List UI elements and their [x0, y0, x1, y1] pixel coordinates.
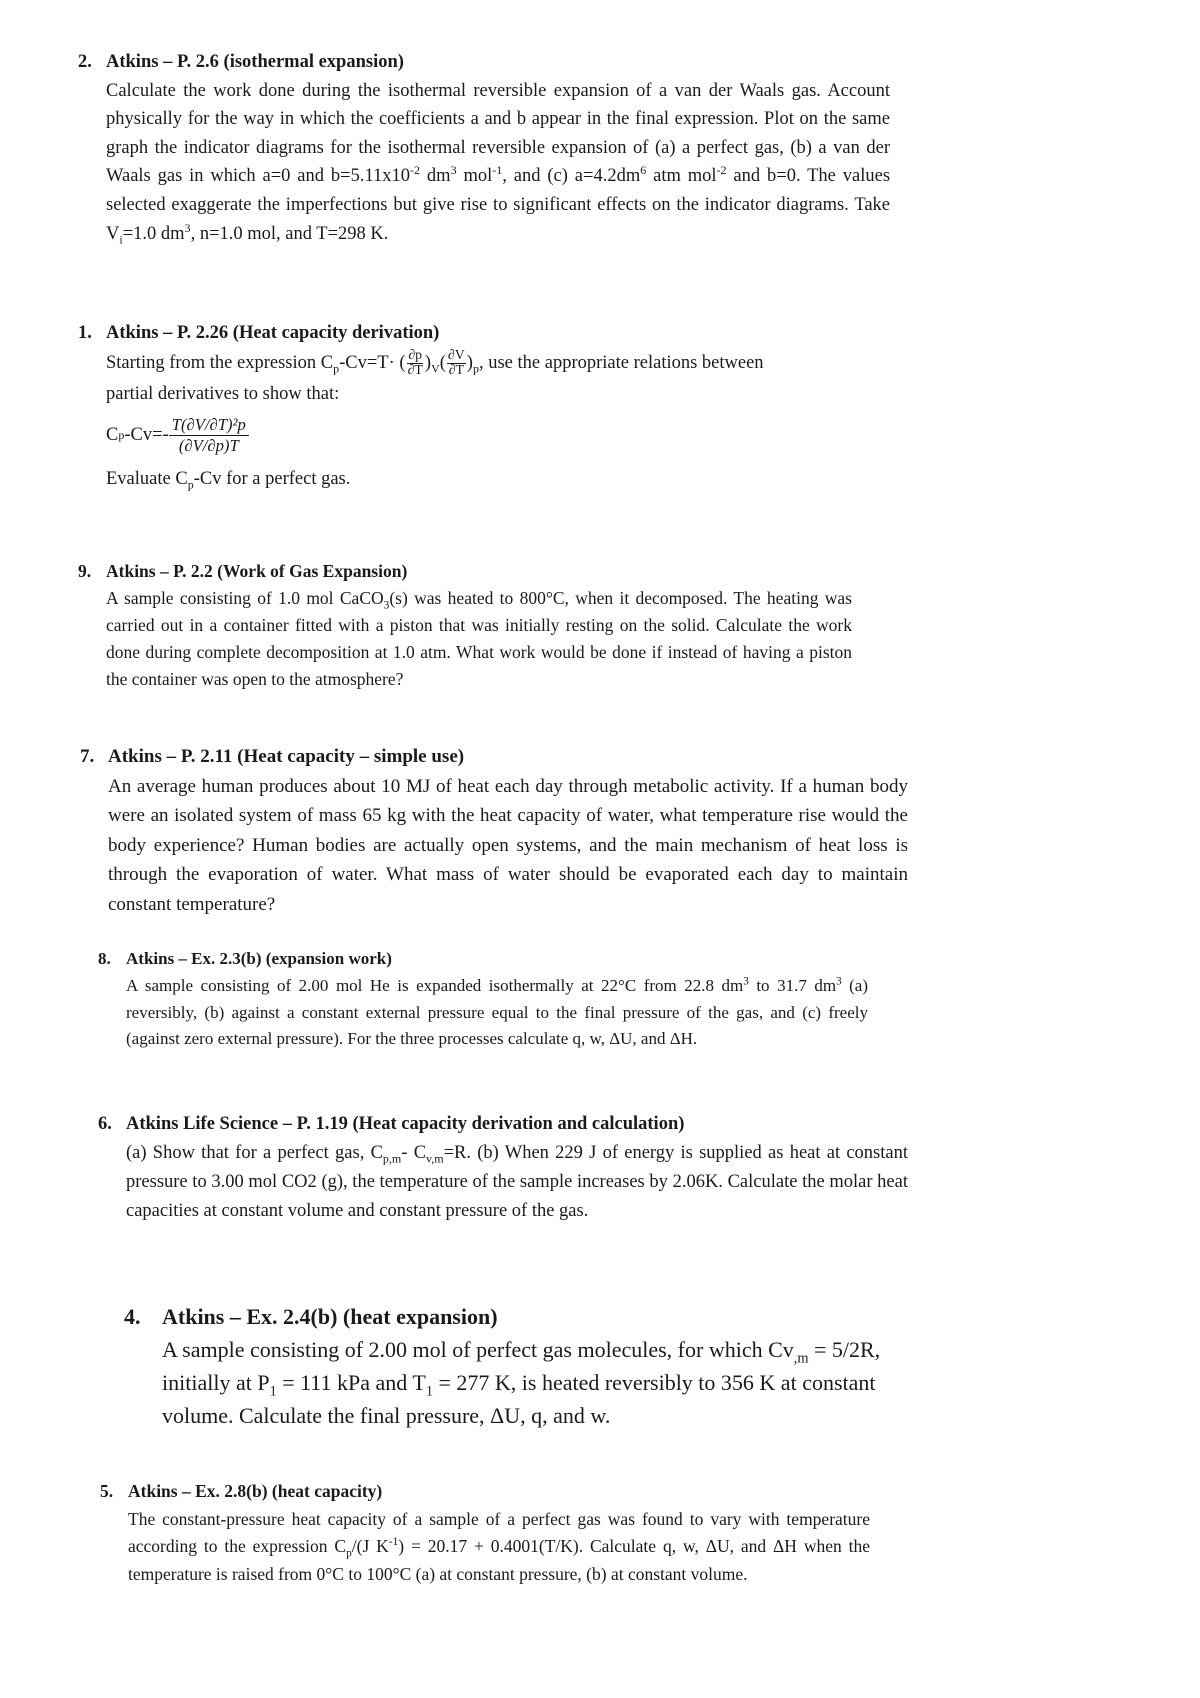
problem-9: [78, 558, 852, 693]
problem-body: (a) Show that for a perfect gas, $C_{p,m}-$ $C_{v,m}=R$. (b) When 229 J of energy is supplied as heat at constant pressure to 3.00 mol CO2 (g), the temperature of the sample increases by 2.06K. Calculate the molar heat capacities at constant volume and constant pressure of the gas.: [126, 1143, 909, 1221]
problem-heading: [80, 742, 908, 772]
problem-1: [78, 318, 858, 494]
problem-heading: [98, 946, 868, 973]
text-line: partial derivatives to show that:: [106, 383, 340, 404]
partial-fraction: $\frac{\partial p}{\partial T}$: [407, 347, 423, 379]
problem-number: 9.: [78, 561, 92, 581]
problem-2: [78, 48, 890, 248]
problem-body: A sample consisting of 1.0 mol CaCO$_3$(s) was heated to 800°C, when it decomposed. The heating was carried out in a container fitted with a piston that was initially resting on the solid. Calculate the work done during complete decomposition at 1.0 atm. What work would be done if instead of having a piston the container was open to the atmosphere?: [106, 588, 852, 689]
problem-heading: [98, 1110, 908, 1139]
problem-number: 1.: [78, 323, 92, 343]
partial-fraction: $\frac{\partial V}{\partial T}$: [447, 347, 465, 379]
problem-number: 6.: [98, 1114, 112, 1134]
equation-fraction: T(∂V/∂T)²p (∂V/∂p)T: [169, 415, 249, 456]
problem-number: 4.: [124, 1304, 141, 1329]
problem-8: [98, 946, 868, 1053]
problem-number: 2.: [78, 52, 92, 72]
text-line: Evaluate $C_p-Cv$ for a perfect gas.: [106, 468, 351, 492]
problem-heading: [124, 1300, 914, 1333]
intro-line: Starting from the expression $C_p-Cv=T\cdot$ ( $\frac{\partial p}{\partial T}$ )$_V$( $\frac{\partial V}{\partial T}$ )$_p$, use the appropriate relations between: [106, 347, 764, 379]
problem-number: 8.: [98, 949, 111, 968]
problem-title: Atkins – Ex. 2.3(b) (expansion work): [126, 949, 392, 968]
equation: C p -Cv=- T(∂V/∂T)²p (∂V/∂p)T: [106, 415, 858, 456]
problem-body: An average human produces about 10 MJ of heat each day through metabolic activity. If a human body were an isolated system of mass 65 kg with the heat capacity of water, what temperature rise would the body experience? Human bodies are actually open systems, and the main mechanism of heat loss is through the evaporation of water. What mass of water should be evaporated each day to maintain constant temperature?: [108, 775, 908, 915]
problem-title: Atkins – P. 2.2 (Work of Gas Expansion): [106, 561, 408, 581]
problem-title: Atkins – P. 2.6 (isothermal expansion): [106, 52, 404, 72]
problem-heading: [78, 48, 890, 77]
problem-number: 5.: [100, 1481, 114, 1501]
problem-body: A sample consisting of 2.00 mol of perfect gas molecules, for which $Cv_{,m} = 5/2R$, initially at $P_1 = 111$ kPa and $T_1 = 277$ K, is heated reversibly to 356 K at constant volume. Calculate the final pressure, ΔU, q, and w.: [162, 1337, 881, 1428]
problem-title: Atkins – Ex. 2.8(b) (heat capacity): [128, 1481, 383, 1501]
problem-title: Atkins Life Science – P. 1.19 (Heat capacity derivation and calculation): [126, 1114, 685, 1134]
problem-number: 7.: [80, 746, 95, 767]
problem-7: [80, 742, 908, 919]
problem-body: The constant-pressure heat capacity of a sample of a perfect gas was found to vary with temperature according to the expression $C_p/(J$ $K^{-1}) = 20.17 + 0.4001(T/K)$. Calculate q, w, ΔU, and ΔH when the temperature is raised from 0°C to 100°C (a) at constant pressure, (b) at constant volume.: [128, 1508, 870, 1584]
problem-title: Atkins – P. 2.11 (Heat capacity – simple use): [108, 746, 465, 767]
problem-5: [100, 1478, 870, 1588]
problem-4: [124, 1300, 914, 1432]
problem-title: Atkins – P. 2.26 (Heat capacity derivation): [106, 323, 440, 343]
problem-body: Calculate the work done during the isothermal reversible expansion of a van der Waals gas. Account physically for the way in which the coefficients a and b appear in the final expression. Plot on the same graph the indicator diagrams for the isothermal reversible expansion of (a) a perfect gas, (b) a van der Waals gas in which a=0 and $b=5.11x10^{-2}$ $dm^3$ mol$^{-1}$, and (c) $a=4.2dm^6$ atm mol$^{-2}$ and b=0. The values selected exaggerate the imperfections but give rise to significant effects on the indicator diagrams. Take $V_i=1.0$ $dm^3$, n=1.0 mol, and T=298 K.: [106, 80, 891, 247]
problem-heading: [78, 318, 858, 348]
problem-body: [106, 348, 858, 494]
problem-heading: [100, 1478, 870, 1506]
problem-title: Atkins – Ex. 2.4(b) (heat expansion): [162, 1304, 498, 1329]
problem-6: [98, 1110, 908, 1226]
problem-body: A sample consisting of 2.00 mol He is expanded isothermally at 22°C from 22.8 $dm^3$ to 31.7 $dm^3$ (a) reversibly, (b) against a constant external pressure equal to the final pressure of the gas, and (c) freely (against zero external pressure). For the three processes calculate q, w, ΔU, and ΔH.: [126, 975, 868, 1049]
problem-heading: [78, 558, 852, 585]
